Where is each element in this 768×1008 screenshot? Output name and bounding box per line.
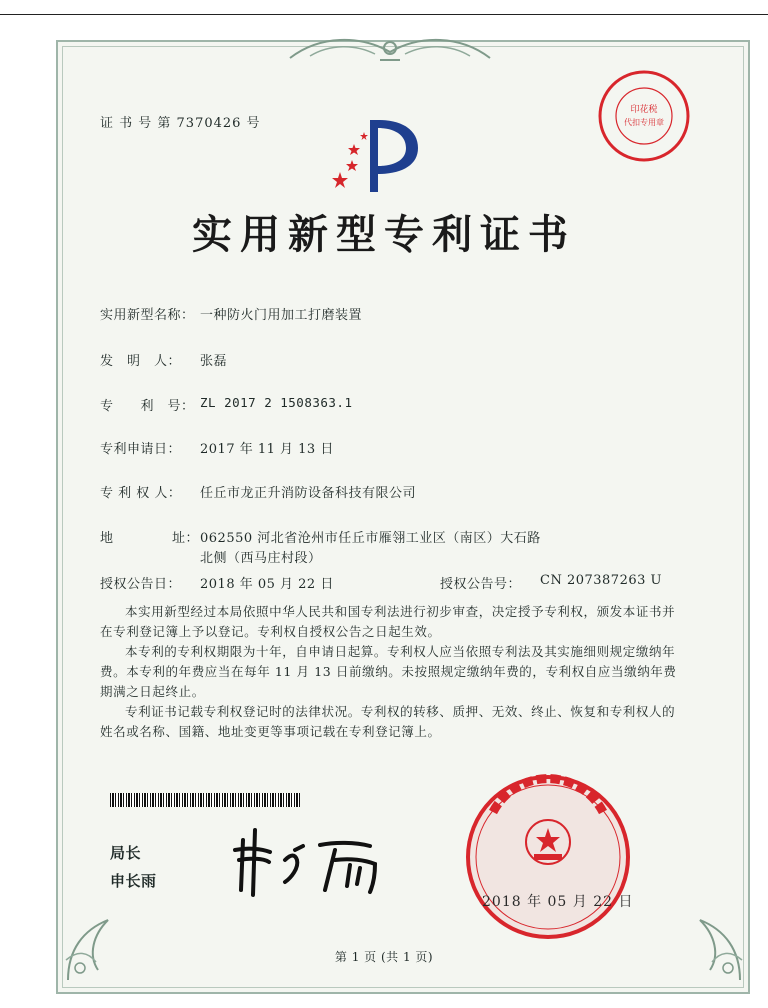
patent-number-value: ZL 2017 2 1508363.1 [200,395,353,410]
bottom-right-corner-ornament [680,890,750,990]
grant-number-value: CN 207387263 U [540,573,662,588]
certificate-number: 证 书 号 第 7370426 号 [100,116,261,131]
application-date-label: 专利申请日： [100,442,182,457]
director-name: 申长雨 [110,872,157,890]
grant-date-label: 授权公告日： [100,577,182,592]
certificate-body [100,602,682,742]
patentee-label: 专 利 权 人： [100,486,182,501]
director-signature [225,820,405,900]
address-line-2: 北侧（西马庄村段） [200,551,322,566]
page-top-rule [0,14,768,15]
svg-text:代扣专用章: 代扣专用章 [624,118,664,127]
top-flourish-ornament [270,30,510,70]
seal-date: 2018 年 05 月 22 日 [482,894,634,910]
bottom-left-corner-ornament [58,890,128,990]
director-title: 局长 [110,844,142,862]
patent-number-label: 专 利 号： [100,399,195,414]
patentee-value: 任丘市龙正升消防设备科技有限公司 [200,486,417,501]
official-red-seal [463,772,633,942]
body-paragraph-1: 本实用新型经过本局依照中华人民共和国专利法进行初步审查，决定授予专利权，颁发本证书并在专利登记簿上予以登记。专利权自授权公告之日起生效。 [100,604,676,639]
body-paragraph-3: 专利证书记载专利权登记时的法律状况。专利权的转移、质押、无效、终止、恢复和专利权人的姓名或名称、国籍、地址变更等事项记载在专利登记簿上。 [100,704,676,739]
agency-stamp-seal [596,68,692,164]
barcode [110,793,300,807]
cnipa-logo-icon [330,110,420,200]
inventor-value: 张磊 [200,354,228,369]
address-label-char: 地 [100,531,114,546]
address-label-suffix: 址： [172,531,200,546]
utility-model-name-label: 实用新型名称： [100,308,195,323]
address-line-1: 062550 河北省沧州市任丘市雁翎工业区（南区）大石路 [200,531,541,546]
grant-date-value: 2018 年 05 月 22 日 [200,577,334,592]
body-paragraph-2: 本专利的专利权期限为十年，自申请日起算。专利权人应当依照专利法及其实施细则规定缴纳年费。本专利的年费应当在每年 11 月 13 日前缴纳。未按照规定缴纳年费的，专利权自应当缴纳年费期满之日起终止。 [100,644,677,699]
svg-text:印花税: 印花税 [630,105,658,115]
certificate-title: 实用新型专利证书 [192,211,576,258]
utility-model-name-value: 一种防火门用加工打磨装置 [200,308,363,323]
grant-number-label: 授权公告号： [440,577,522,592]
application-date-value: 2017 年 11 月 13 日 [200,442,334,457]
inventor-label: 发 明 人： [100,354,182,369]
page-number: 第 1 页 (共 1 页) [334,950,434,964]
